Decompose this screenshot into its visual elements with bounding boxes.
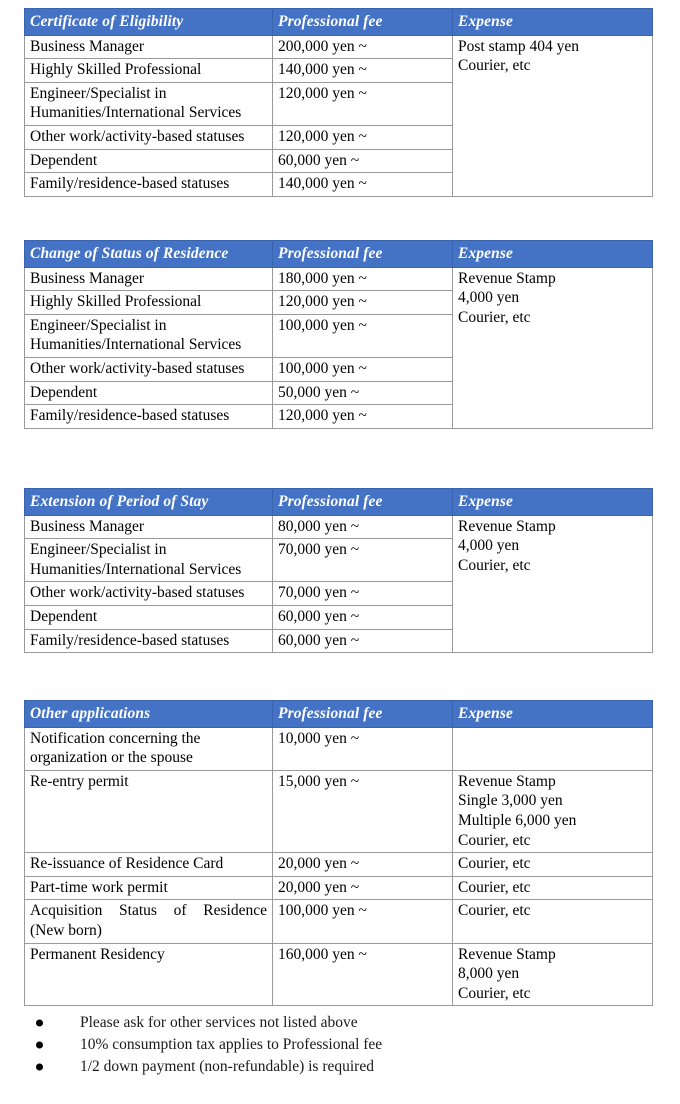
cell-line: Courier, etc: [458, 984, 531, 1002]
cell-professional-fee: 180,000 yen ~: [273, 267, 453, 291]
table-body: [25, 267, 653, 428]
cell-status: Business Manager: [25, 267, 273, 291]
cell-status: Family/residence-based statuses: [25, 173, 273, 197]
cell-professional-fee: 120,000 yen ~: [273, 125, 453, 149]
column-header-fee: Professional fee: [273, 701, 453, 728]
cell-status: Re-issuance of Residence Card: [25, 853, 273, 877]
note-item: [24, 1056, 644, 1078]
cell-status: Engineer/Specialist in Humanities/International Services: [25, 82, 273, 125]
change-of-status-of-residence-table: [24, 240, 653, 429]
cell-professional-fee: 120,000 yen ~: [273, 82, 453, 125]
cell-line: Courier, etc: [458, 878, 531, 896]
cell-status: Dependent: [25, 149, 273, 173]
bullet-icon: [36, 1020, 43, 1027]
cell-status: Business Manager: [25, 515, 273, 539]
table-body: [25, 727, 653, 1006]
bullet-icon: [36, 1064, 43, 1071]
table-row: [25, 853, 653, 877]
cell-expense: [453, 943, 653, 1006]
cell-expense: [453, 267, 653, 428]
cell-status: Business Manager: [25, 35, 273, 59]
cell-line: 8,000 yen: [458, 965, 520, 983]
cell-line: Post stamp 404 yen: [458, 37, 579, 55]
notes-list: [24, 1012, 644, 1078]
table-body: [25, 35, 653, 196]
cell-status: Highly Skilled Professional: [25, 59, 273, 83]
column-header-fee: Professional fee: [273, 9, 453, 36]
cell-professional-fee: 140,000 yen ~: [273, 173, 453, 197]
cell-professional-fee: 140,000 yen ~: [273, 59, 453, 83]
cell-line: Revenue Stamp: [458, 772, 556, 790]
cell-professional-fee: 70,000 yen ~: [273, 582, 453, 606]
cell-expense: [453, 35, 653, 196]
cell-line: Revenue Stamp: [458, 945, 556, 963]
table-header-row: [25, 701, 653, 728]
note-text: 10% consumption tax applies to Professional fee: [80, 1036, 383, 1053]
cell-professional-fee: 10,000 yen ~: [273, 727, 453, 770]
table-header-row: [25, 241, 653, 268]
column-header-expense: Expense: [453, 9, 653, 36]
cell-status: Engineer/Specialist in Humanities/International Services: [25, 539, 273, 582]
cell-status: Other work/activity-based statuses: [25, 582, 273, 606]
table-header-row: [25, 9, 653, 36]
cell-status: Notification concerning the organization or the spouse: [25, 727, 273, 770]
cell-status: Engineer/Specialist in Humanities/International Services: [25, 314, 273, 357]
cell-professional-fee: 20,000 yen ~: [273, 876, 453, 900]
cell-line: (New born): [30, 921, 102, 939]
note-item: [24, 1012, 644, 1034]
cell-expense: [453, 853, 653, 877]
table-body: [25, 515, 653, 653]
cell-professional-fee: 80,000 yen ~: [273, 515, 453, 539]
column-header-category: Certificate of Eligibility: [25, 9, 273, 36]
column-header-category: Other applications: [25, 701, 273, 728]
cell-line: Courier, etc: [458, 902, 531, 920]
table-row: [25, 770, 653, 852]
column-header-category: Change of Status of Residence: [25, 241, 273, 268]
column-header-fee: Professional fee: [273, 241, 453, 268]
cell-line: Courier, etc: [458, 57, 531, 75]
column-header-category: Extension of Period of Stay: [25, 489, 273, 516]
cell-line: Revenue Stamp: [458, 517, 556, 535]
other-applications-table: [24, 700, 653, 1006]
cell-line: Courier, etc: [458, 855, 531, 873]
column-header-fee: Professional fee: [273, 489, 453, 516]
cell-line: Courier, etc: [458, 831, 531, 849]
cell-line: 4,000 yen: [458, 537, 520, 555]
cell-professional-fee: 60,000 yen ~: [273, 629, 453, 653]
cell-professional-fee: 200,000 yen ~: [273, 35, 453, 59]
cell-professional-fee: 50,000 yen ~: [273, 381, 453, 405]
cell-expense: [453, 515, 653, 653]
cell-professional-fee: 100,000 yen ~: [273, 900, 453, 943]
cell-status: Family/residence-based statuses: [25, 629, 273, 653]
table-row: [25, 876, 653, 900]
cell-status: Re-entry permit: [25, 770, 273, 852]
cell-status: Other work/activity-based statuses: [25, 125, 273, 149]
column-header-expense: Expense: [453, 701, 653, 728]
cell-expense: [453, 876, 653, 900]
cell-expense: [453, 727, 653, 770]
certificate-of-eligibility-table: [24, 8, 653, 197]
cell-status: Other work/activity-based statuses: [25, 357, 273, 381]
cell-professional-fee: 60,000 yen ~: [273, 149, 453, 173]
cell-status: Permanent Residency: [25, 943, 273, 1006]
cell-line: Single 3,000 yen: [458, 792, 563, 810]
table-row: [25, 267, 653, 291]
table-row: [25, 35, 653, 59]
cell-expense: [453, 900, 653, 943]
table-row: [25, 943, 653, 1006]
cell-line: 4,000 yen: [458, 289, 520, 307]
cell-status: Dependent: [25, 605, 273, 629]
cell-line: Courier, etc: [458, 556, 531, 574]
cell-professional-fee: 70,000 yen ~: [273, 539, 453, 582]
cell-line: Courier, etc: [458, 308, 531, 326]
note-item: [24, 1034, 644, 1056]
table-row: [25, 727, 653, 770]
cell-line: Revenue Stamp: [458, 269, 556, 287]
cell-professional-fee: 120,000 yen ~: [273, 405, 453, 429]
cell-professional-fee: 15,000 yen ~: [273, 770, 453, 852]
bullet-icon: [36, 1042, 43, 1049]
table-row: [25, 515, 653, 539]
cell-status: Highly Skilled Professional: [25, 291, 273, 315]
cell-status: Family/residence-based statuses: [25, 405, 273, 429]
cell-professional-fee: 60,000 yen ~: [273, 605, 453, 629]
cell-professional-fee: 100,000 yen ~: [273, 314, 453, 357]
note-text: Please ask for other services not listed above: [80, 1014, 358, 1031]
column-header-expense: Expense: [453, 489, 653, 516]
cell-line: Multiple 6,000 yen: [458, 811, 577, 829]
cell-expense: [453, 770, 653, 852]
extension-of-period-of-stay-table: [24, 488, 653, 653]
table-row: [25, 900, 653, 943]
cell-professional-fee: 120,000 yen ~: [273, 291, 453, 315]
cell-professional-fee: 160,000 yen ~: [273, 943, 453, 1006]
table-header-row: [25, 489, 653, 516]
note-text: 1/2 down payment (non-refundable) is required: [80, 1058, 374, 1075]
column-header-expense: Expense: [453, 241, 653, 268]
cell-status: Dependent: [25, 381, 273, 405]
cell-status: Part-time work permit: [25, 876, 273, 900]
cell-status: Acquisition Status of Residence (New born): [25, 900, 273, 943]
cell-professional-fee: 100,000 yen ~: [273, 357, 453, 381]
cell-professional-fee: 20,000 yen ~: [273, 853, 453, 877]
